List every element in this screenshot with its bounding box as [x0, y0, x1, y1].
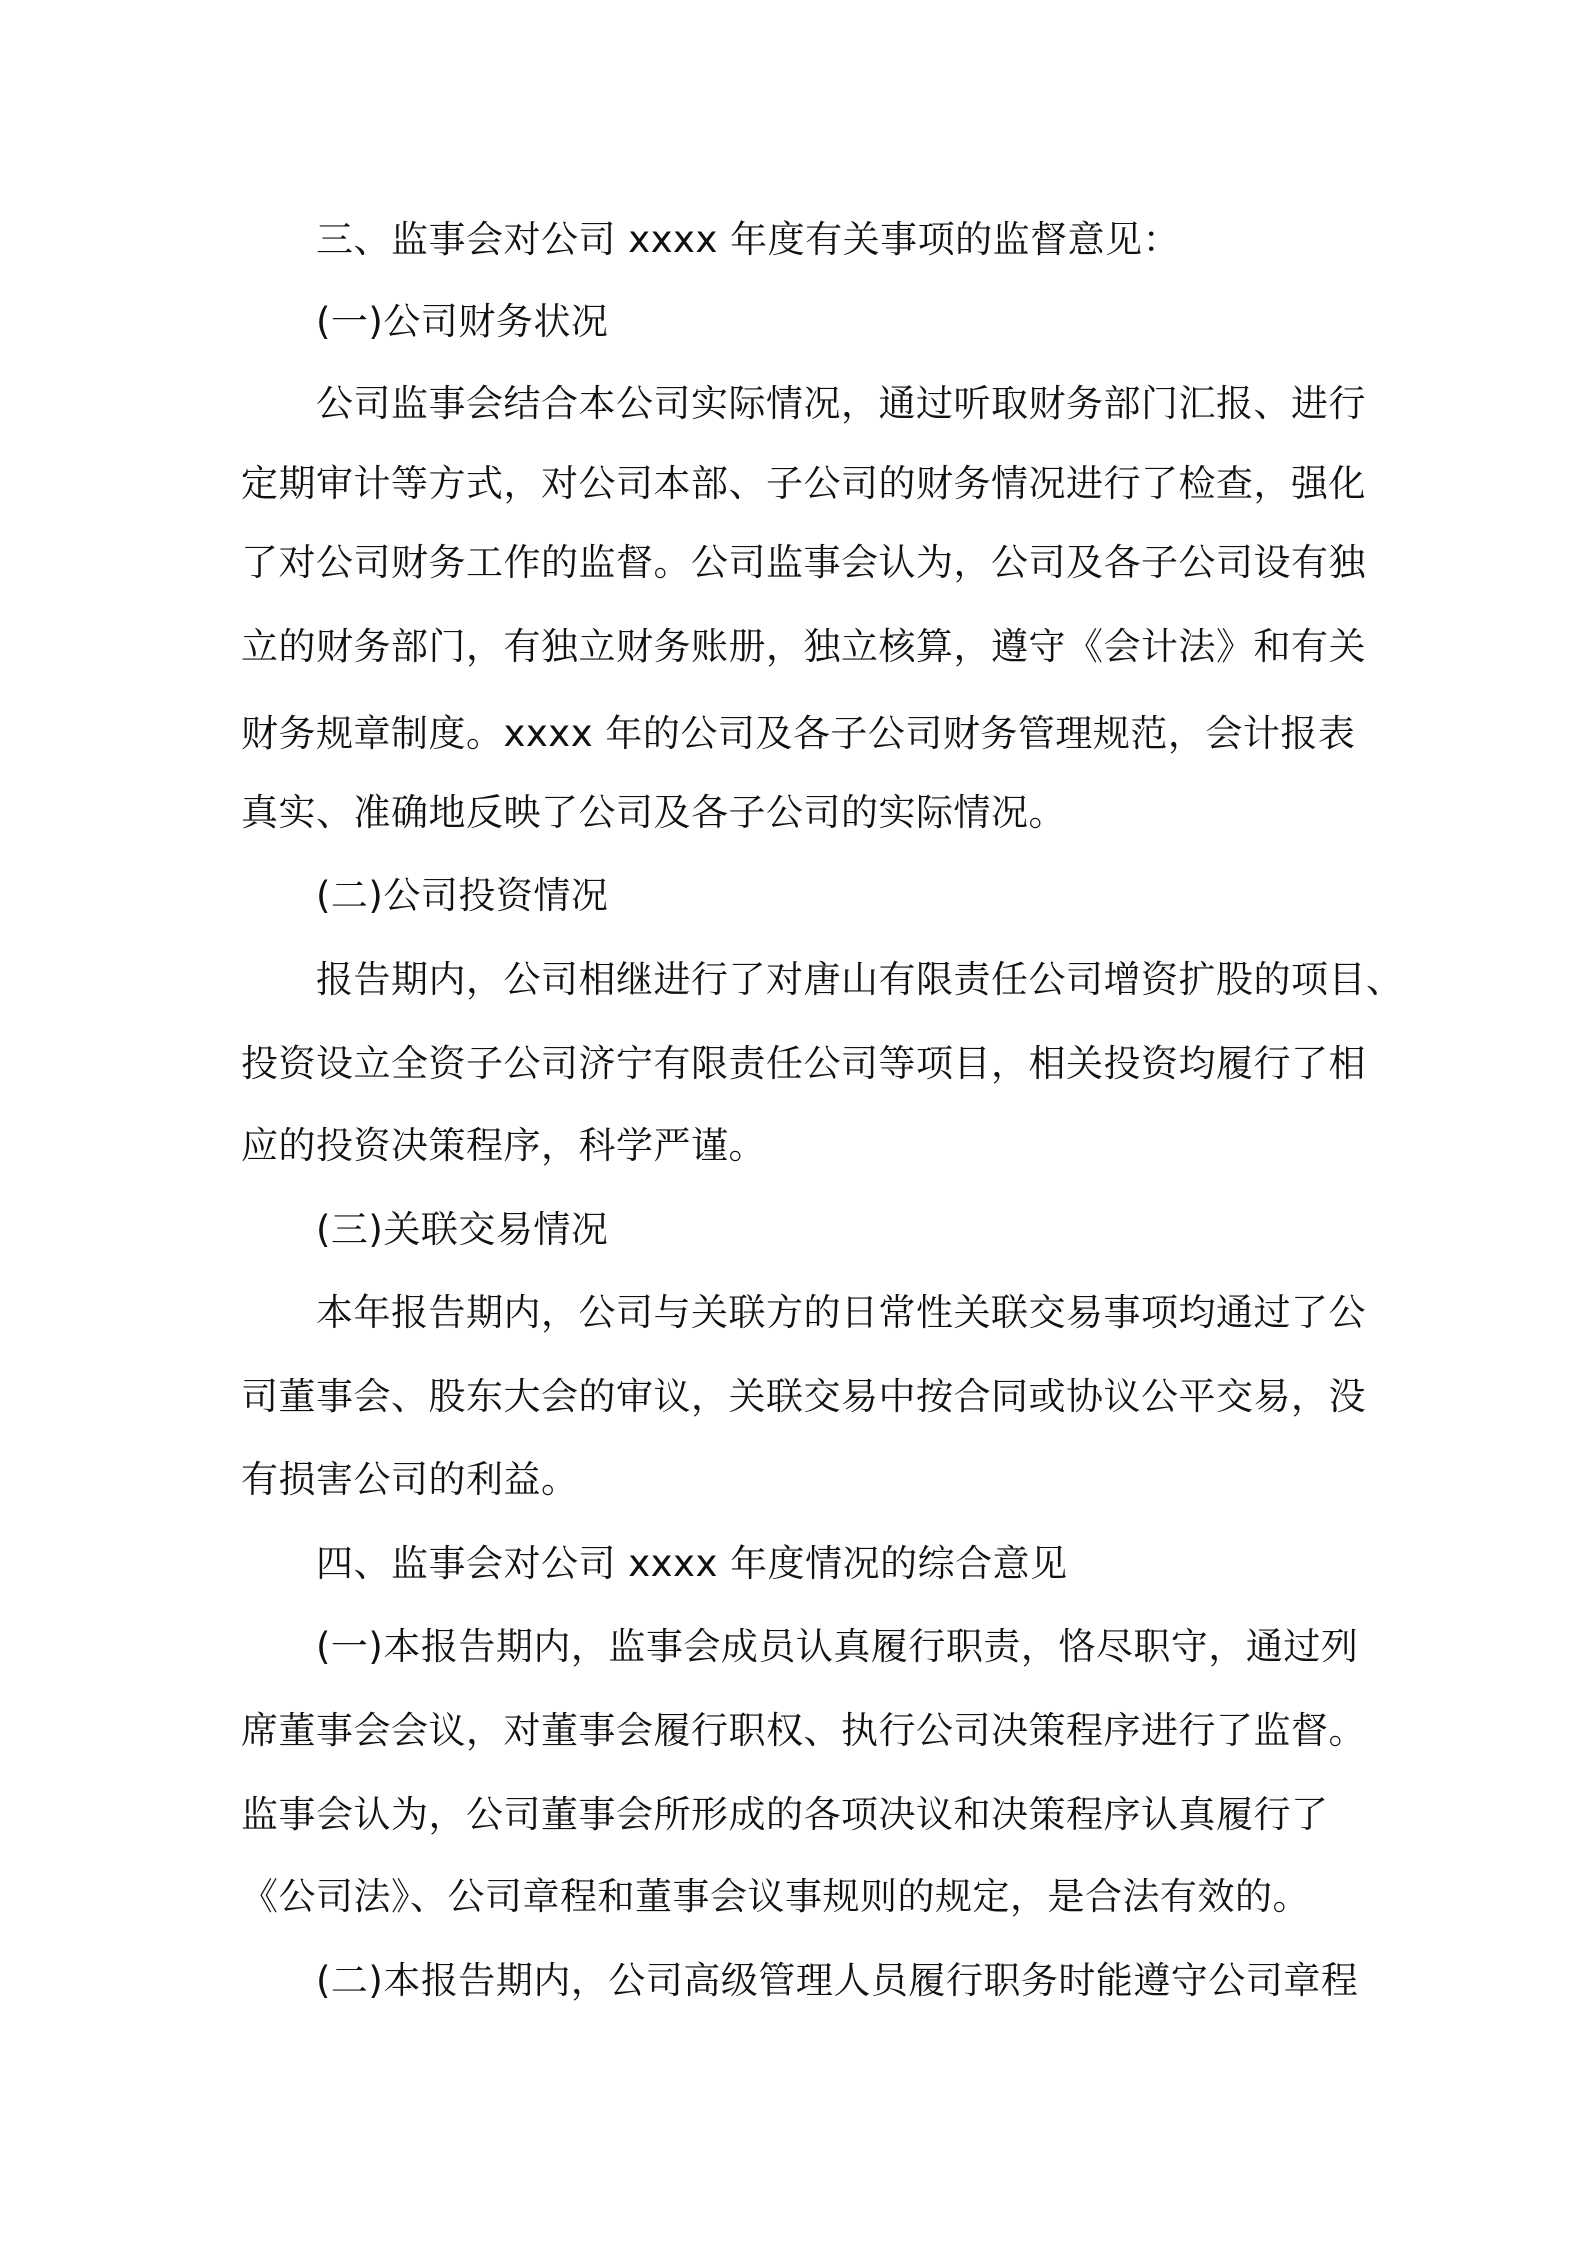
paragraph-line: 定期审计等方式，对公司本部、子公司的财务情况进行了检查，强化 — [241, 462, 1366, 505]
paragraph-line: (二)本报告期内，公司高级管理人员履行职务时能遵守公司章程 — [316, 1959, 1359, 2002]
paragraph-line: 公司监事会结合本公司实际情况，通过听取财务部门汇报、进行 — [316, 382, 1366, 425]
paragraph-line: 席董事会会议，对董事会履行职权、执行公司决策程序进行了监督。 — [241, 1709, 1366, 1752]
subheading-related-transactions: (三)关联交易情况 — [316, 1208, 609, 1251]
paragraph-line: 司董事会、股东大会的审议，关联交易中按合同或协议公平交易，没 — [241, 1375, 1366, 1418]
section-heading-4: 四、监事会对公司 xxxx 年度情况的综合意见 — [316, 1542, 1068, 1585]
paragraph-line: 了对公司财务工作的监督。公司监事会认为，公司及各子公司设有独 — [241, 541, 1366, 584]
paragraph-line: 财务规章制度。xxxx 年的公司及各子公司财务管理规范，会计报表 — [241, 712, 1356, 755]
paragraph-line: 立的财务部门，有独立财务账册，独立核算，遵守《会计法》和有关 — [241, 625, 1366, 668]
paragraph-line: (一)本报告期内，监事会成员认真履行职责，恪尽职守，通过列 — [316, 1625, 1359, 1668]
subheading-investment: (二)公司投资情况 — [316, 874, 609, 917]
paragraph-line: 应的投资决策程序，科学严谨。 — [241, 1124, 766, 1167]
paragraph-line: 投资设立全资子公司济宁有限责任公司等项目，相关投资均履行了相 — [241, 1042, 1366, 1085]
paragraph-line: 本年报告期内，公司与关联方的日常性关联交易事项均通过了公 — [316, 1291, 1366, 1334]
paragraph-line: 有损害公司的利益。 — [241, 1458, 579, 1501]
section-heading-3: 三、监事会对公司 xxxx 年度有关事项的监督意见： — [316, 218, 1181, 261]
paragraph-line: 《公司法》、公司章程和董事会议事规则的规定，是合法有效的。 — [241, 1875, 1310, 1918]
paragraph-line: 监事会认为，公司董事会所形成的各项决议和决策程序认真履行了 — [241, 1793, 1329, 1836]
subheading-finance: (一)公司财务状况 — [316, 300, 609, 343]
paragraph-line: 报告期内，公司相继进行了对唐山有限责任公司增资扩股的项目、 — [316, 958, 1404, 1001]
paragraph-line: 真实、准确地反映了公司及各子公司的实际情况。 — [241, 791, 1066, 834]
